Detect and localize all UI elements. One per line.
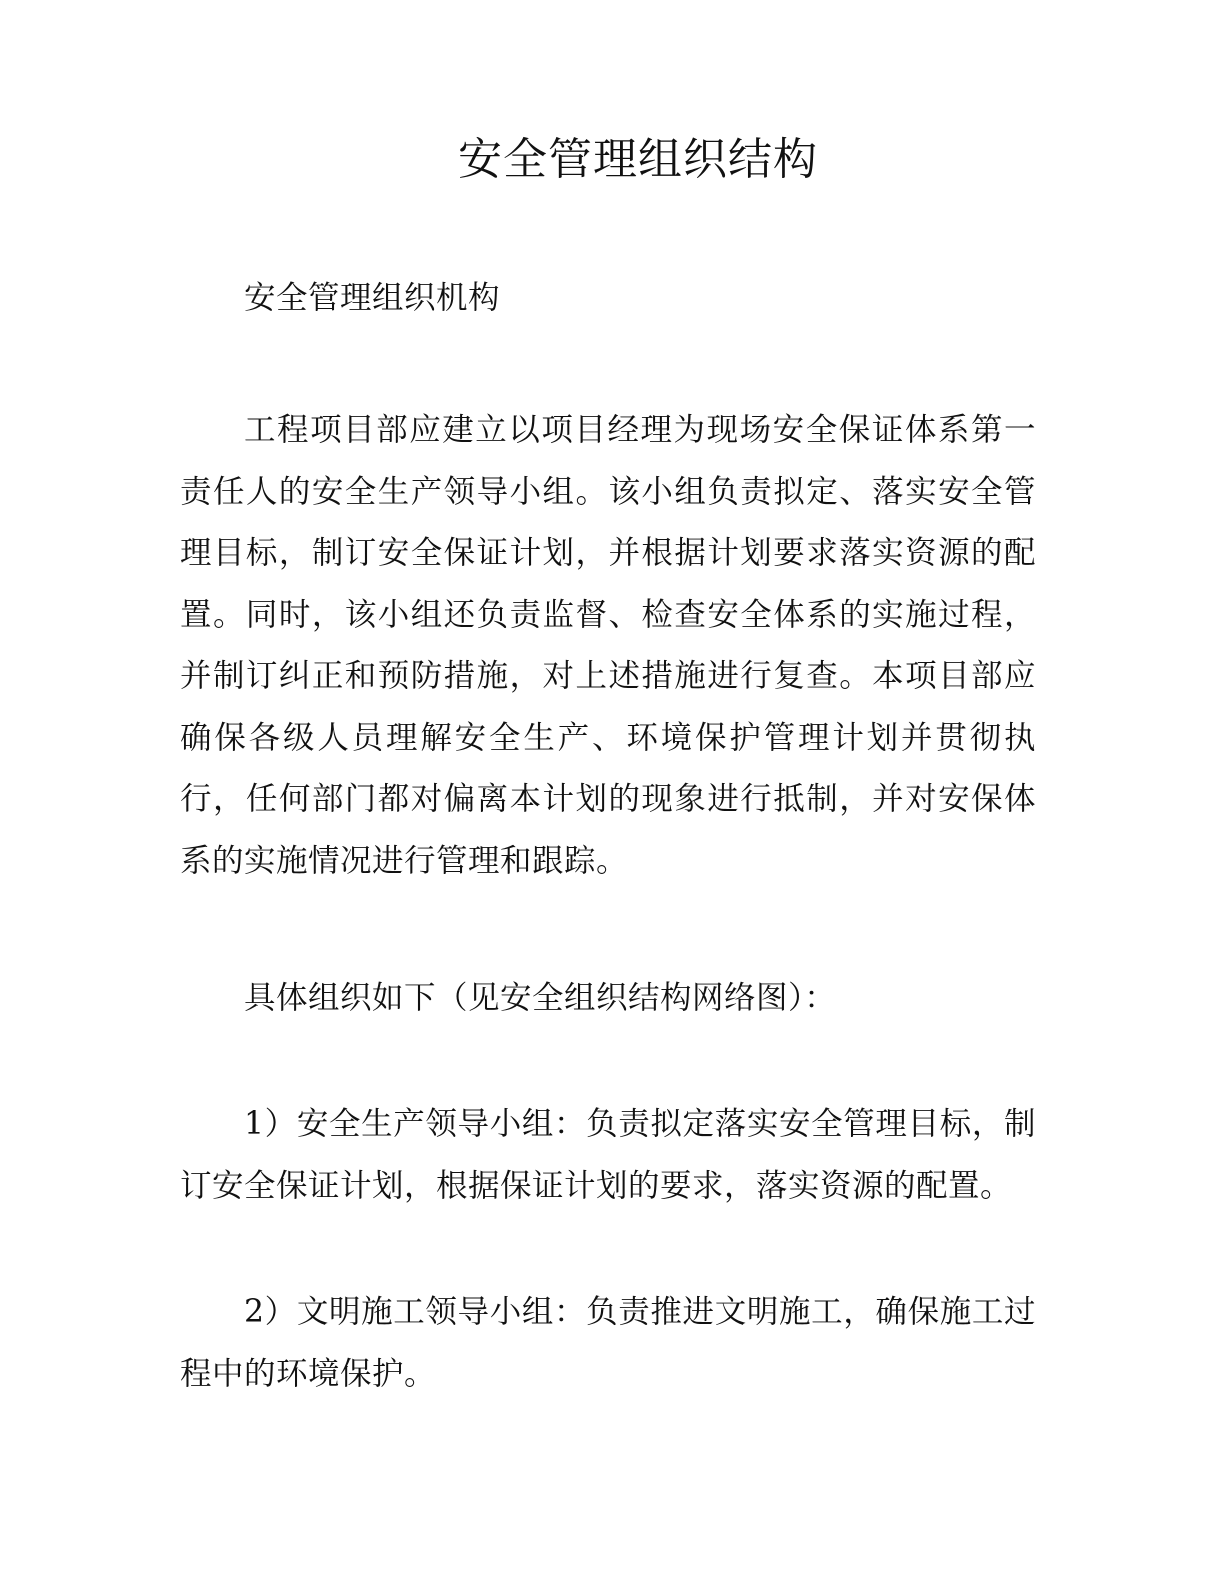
list-item-1: 1）安全生产领导小组：负责拟定落实安全管理目标，制订安全保证计划，根据保证计划的要求，落实资源的配置。 — [180, 1106, 1036, 1204]
list-item-2: 2）文明施工领导小组：负责推进文明施工，确保施工过程中的环境保护。 — [180, 1294, 1036, 1392]
document-title: 安全管理组织结构 — [458, 134, 818, 185]
list-intro: 具体组织如下（见安全组织结构网络图）： — [244, 980, 837, 1016]
section-heading: 安全管理组织机构 — [244, 280, 501, 316]
body-paragraph: 工程项目部应建立以项目经理为现场安全保证体系第一责任人的安全生产领导小组。该小组负责拟定、落实安全管理目标，制订安全保证计划，并根据计划要求落实资源的配置。同时，该小组还负责监督、检查安全体系的实施过程，并制订纠正和预防措施，对上述措施进行复查。本项目部应确保各级人员理解安全生产、环境保护管理计划并贯彻执行，任何部门都对偏离本计划的现象进行抵制，并对安保体系的实施情况进行管理和跟踪。 — [180, 412, 1036, 879]
